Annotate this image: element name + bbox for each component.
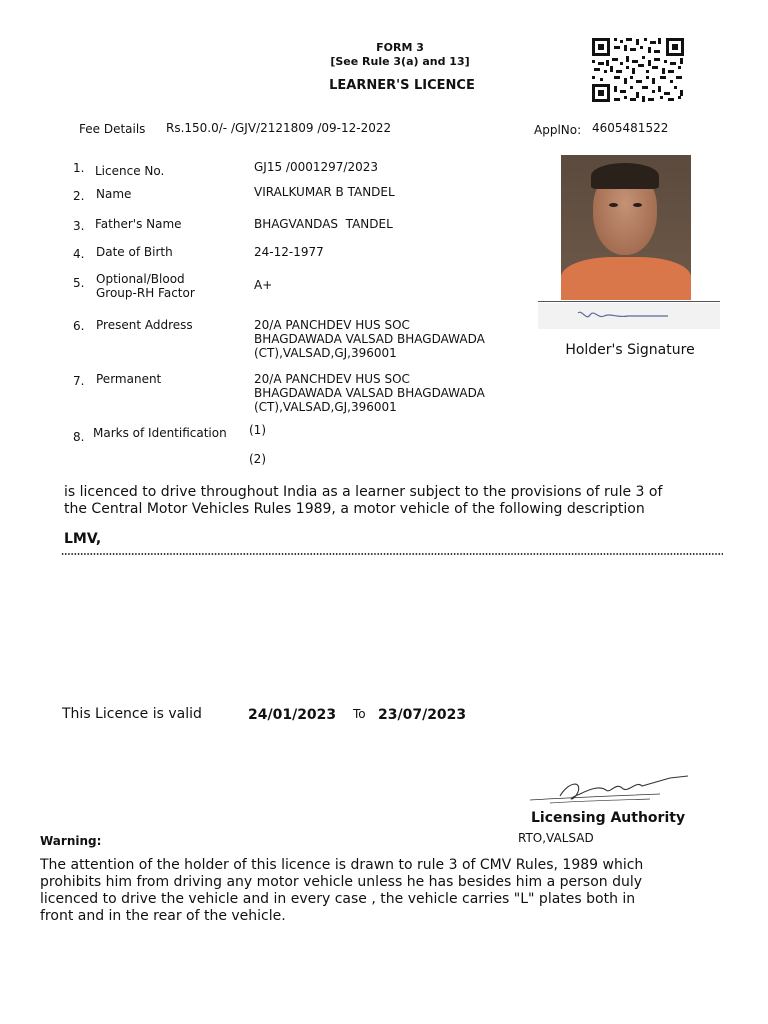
address-line: BHAGDAWADA VALSAD BHAGDAWADA (254, 332, 485, 346)
warning-text (40, 857, 750, 925)
fathers-name-value: BHAGVANDAS TANDEL (254, 217, 393, 231)
field-number: 1. (73, 161, 85, 175)
blood-group-label (96, 272, 195, 300)
fee-details-label: Fee Details (79, 122, 146, 136)
statement-line: the Central Motor Vehicles Rules 1989, a motor vehicle of the following description (64, 501, 645, 517)
authority-signature-icon (520, 772, 700, 808)
photo-shirt (561, 257, 691, 300)
warning-line: front and in the rear of the vehicle. (40, 908, 286, 924)
field-number: 3. (73, 219, 85, 233)
marks-identification-label: Marks of Identification (93, 426, 227, 440)
statement-line: is licenced to drive throughout India as a learner subject to the provisions of rule 3 of (64, 484, 663, 500)
warning-label: Warning: (40, 834, 102, 848)
blood-group-label-line: Optional/Blood (96, 272, 185, 286)
page-title: LEARNER'S LICENCE (329, 78, 475, 93)
validity-to: 23/07/2023 (378, 707, 467, 723)
licensing-authority-title: Licensing Authority (531, 810, 686, 826)
licence-no-label: Licence No. (95, 164, 165, 178)
holder-signature-scribble-icon (538, 303, 720, 329)
field-number: 5. (73, 276, 85, 290)
qr-code-icon (590, 36, 686, 104)
warning-line: The attention of the holder of this licence is drawn to rule 3 of CMV Rules, 1989 which (40, 857, 644, 873)
permanent-address-value (254, 372, 485, 414)
licence-no-value: GJ15 /0001297/2023 (254, 160, 378, 174)
photo-eye (609, 203, 618, 207)
licence-statement (64, 484, 754, 518)
holder-signature-label: Holder's Signature (565, 342, 695, 358)
permanent-address-label: Permanent (96, 372, 162, 386)
validity-to-label: To (353, 707, 366, 721)
appl-no-label: ApplNo: (534, 123, 582, 137)
field-number: 7. (73, 374, 85, 388)
mark-1: (1) (249, 423, 266, 437)
dob-label: Date of Birth (96, 245, 173, 259)
form-number: FORM 3 (376, 41, 424, 54)
fee-details-value: Rs.150.0/- /GJV/2121809 /09-12-2022 (166, 121, 392, 135)
field-number: 6. (73, 319, 85, 333)
address-line: 20/A PANCHDEV HUS SOC (254, 318, 410, 332)
name-value: VIRALKUMAR B TANDEL (254, 185, 395, 199)
validity-label: This Licence is valid (62, 706, 202, 722)
warning-line: prohibits him from driving any motor vehicle unless he has besides him a person duly (40, 874, 643, 890)
holder-signature-image (538, 303, 720, 329)
photo-hair (591, 163, 659, 189)
name-label: Name (96, 187, 132, 201)
fathers-name-label: Father's Name (95, 217, 182, 231)
address-line: (CT),VALSAD,GJ,396001 (254, 400, 397, 414)
licensing-authority-office: RTO,VALSAD (518, 831, 594, 845)
address-line: (CT),VALSAD,GJ,396001 (254, 346, 397, 360)
blood-group-value: A+ (254, 278, 273, 292)
holder-photo (561, 155, 691, 300)
field-number: 8. (73, 430, 85, 444)
photo-eye (633, 203, 642, 207)
blood-group-label-line: Group-RH Factor (96, 286, 195, 300)
address-line: BHAGDAWADA VALSAD BHAGDAWADA (254, 386, 485, 400)
mark-2: (2) (249, 452, 266, 466)
address-line: 20/A PANCHDEV HUS SOC (254, 372, 410, 386)
present-address-label: Present Address (96, 318, 193, 332)
signature-line (538, 301, 720, 302)
rule-reference: [See Rule 3(a) and 13] (330, 55, 470, 68)
warning-line: licenced to drive the vehicle and in every case , the vehicle carries "L" plates both in (40, 891, 636, 907)
dotted-line (61, 553, 723, 555)
dob-value: 24-12-1977 (254, 245, 324, 259)
vehicle-class: LMV, (64, 531, 102, 547)
appl-no-value: 4605481522 (592, 121, 669, 135)
present-address-value (254, 318, 485, 360)
validity-from: 24/01/2023 (248, 707, 337, 723)
field-number: 4. (73, 247, 85, 261)
field-number: 2. (73, 189, 85, 203)
